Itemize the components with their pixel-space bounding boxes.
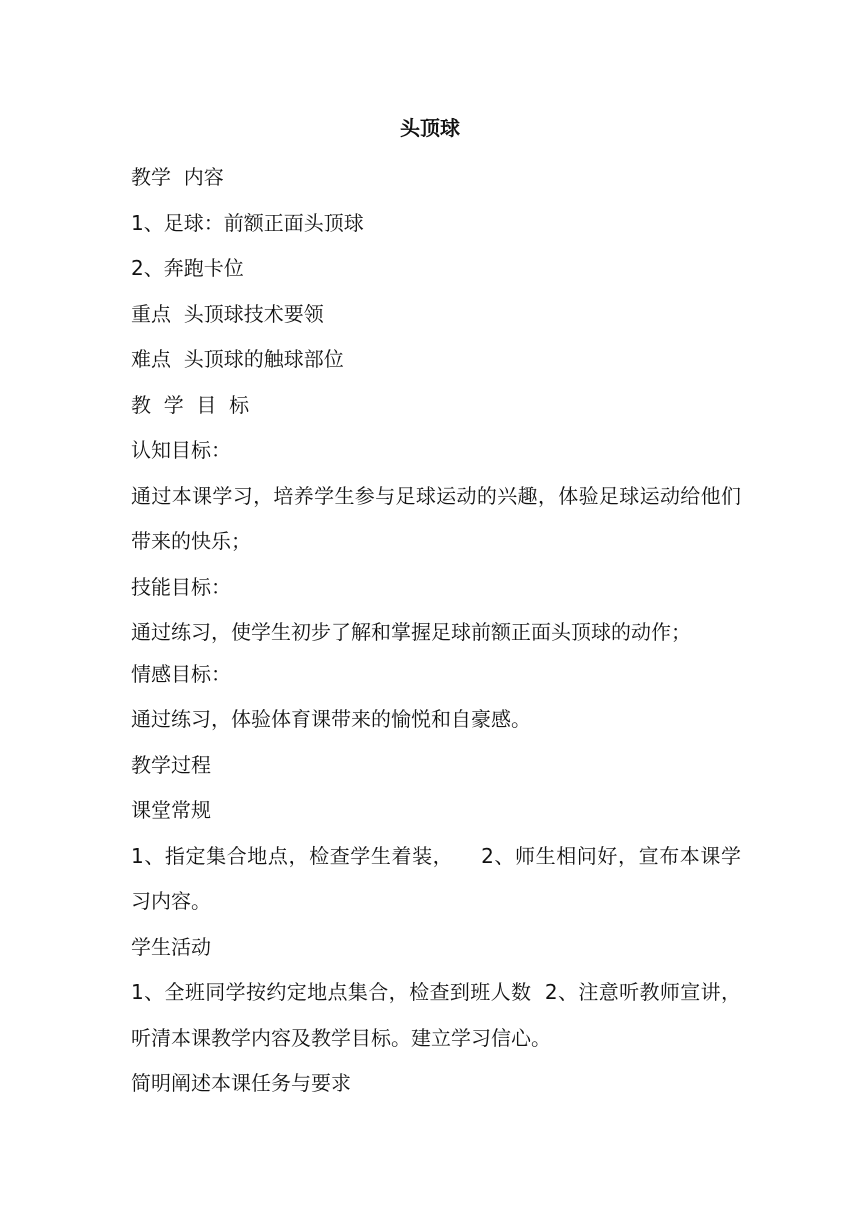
paragraph-classroom-routine-text: 1、指定集合地点，检查学生着装， 2、师生相问好，宣布本课学习内容。 (131, 843, 741, 913)
paragraph-skill-goal-text: 通过练习，使学生初步了解和掌握足球前额正面头顶球的动作； (131, 620, 691, 644)
document-body (131, 155, 741, 1107)
paragraph-difficulty: 难点 头顶球的触球部位 (131, 347, 344, 371)
paragraph-teaching-process-heading: 教学过程 (131, 752, 211, 777)
paragraph-cognitive-goal-text: 通过本课学习，培养学生参与足球运动的兴趣，体验足球运动给他们带来的快乐； (131, 483, 741, 553)
document-title: 头顶球 (400, 116, 460, 140)
paragraph-task-summary: 简明阐述本课任务与要求 (131, 1071, 351, 1095)
paragraph-key-point: 重点 头顶球技术要领 (131, 301, 324, 326)
paragraph-student-activity-heading: 学生活动 (131, 934, 211, 959)
paragraph-classroom-routine-heading: 课堂常规 (131, 798, 211, 822)
paragraph-content-item-2: 2、奔跑卡位 (131, 256, 244, 280)
paragraph-student-activity-text: 1、全班同学按约定地点集合，检查到班人数 2、注意听教师宣讲，听清本课教学内容及教学目标。建立学习信心。 (131, 980, 741, 1050)
paragraph-emotional-goal-text: 通过练习，体验体育课带来的愉悦和自豪感。 (131, 707, 531, 731)
paragraph-emotional-goal-heading: 情感目标： (131, 661, 231, 686)
paragraph-teaching-content-heading: 教学 内容 (131, 165, 224, 189)
paragraph-cognitive-goal-heading: 认知目标： (131, 438, 231, 462)
paragraph-content-item-1: 1、足球：前额正面头顶球 (131, 210, 364, 235)
paragraph-skill-goal-heading: 技能目标： (131, 574, 231, 599)
paragraph-teaching-goals-heading: 教 学 目 标 (131, 392, 250, 417)
